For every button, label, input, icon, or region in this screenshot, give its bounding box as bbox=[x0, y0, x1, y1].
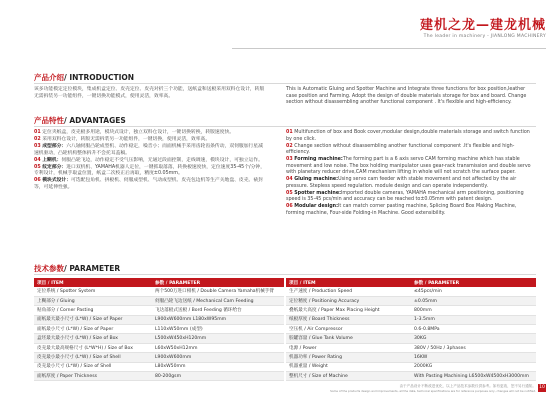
spec-row bbox=[34, 334, 284, 343]
logo-chinese: 建机之龙—建龙机械 bbox=[419, 18, 546, 33]
spec-value: L110xW50mm (成型) bbox=[152, 325, 284, 334]
advantage-item bbox=[34, 144, 266, 157]
header-item: 项目 / ITEM bbox=[34, 278, 152, 287]
spec-item: 机器功率 / Power Rating bbox=[286, 353, 411, 362]
advantage-text: It can match corner pasting machine, Splicing Board Box Making Machine, forming machine, Four-side Folding-in Machine. Good extensibility. bbox=[286, 204, 517, 216]
advantage-text: 伺服凸轮飞边，动作稳定不受气压影响，无通过段面控制，走线调速，模块设计，可独立运作。 bbox=[61, 157, 263, 163]
spec-value: 飞达落板式送板 / Bord Feeding 循环给台 bbox=[152, 306, 284, 315]
spec-table-right-header bbox=[286, 278, 536, 287]
spec-item: 上糊部分 / Gluing bbox=[34, 296, 152, 305]
spec-item: 定位精度 / Positioning Accuracy bbox=[286, 296, 411, 305]
advantage-label: Forming machine: bbox=[294, 157, 343, 163]
spec-value: L60xW50xH12mm bbox=[152, 343, 284, 352]
spec-row bbox=[34, 353, 284, 362]
footer-disclaimer-cn: 由于产品设计不断改进优化，以上产品技术参数仅供参考。如有更改，恕不另行通知。 bbox=[399, 384, 536, 388]
advantage-item bbox=[34, 130, 266, 137]
parameter-title-en: / PARAMETER bbox=[64, 264, 121, 273]
spec-row bbox=[286, 306, 536, 315]
parameter-rule bbox=[34, 274, 536, 275]
spec-row bbox=[34, 306, 284, 315]
advantages-title-cn: 产品特性 bbox=[34, 116, 64, 125]
spec-value: 伺服凸轮飞边送纸 / Mechanical Cam Feeding bbox=[152, 296, 284, 305]
parameter-title bbox=[34, 263, 120, 274]
spec-item: 皮壳最小最小尺寸 (L*W) / Size of Shell bbox=[34, 353, 152, 362]
advantage-item bbox=[286, 144, 536, 157]
footer-disclaimer bbox=[330, 384, 536, 394]
spec-item: 机器重量 / Weight bbox=[286, 362, 411, 371]
advantage-number: 03 bbox=[34, 144, 41, 150]
spec-item: 电源 / Power bbox=[286, 343, 411, 352]
spec-value: 30KG bbox=[411, 334, 536, 343]
spec-item: 空压机 / Air Compressor bbox=[286, 325, 411, 334]
brand-logo bbox=[420, 14, 546, 39]
advantage-text: 六八轴伺服凸轮成型机、动作稳定，噪音小；而面机械手采用齿轮齿条传动，双伺服加行星减速机驱动，凸轮机构整体拆升不会托耳盖稿。 bbox=[34, 144, 263, 156]
intro-title-en: / INTRODUCTION bbox=[64, 73, 135, 82]
spec-row bbox=[34, 362, 284, 371]
spec-value: 800mm bbox=[411, 306, 536, 315]
advantage-number: 06 bbox=[34, 178, 41, 184]
footer-disclaimer-en: Some of the products design and improvements, all the data, technical specifications are for reference purposes only, changes will not be notified. bbox=[330, 389, 536, 393]
spec-row bbox=[34, 343, 284, 352]
page-number: 10 bbox=[539, 385, 545, 390]
advantages-en-list bbox=[286, 130, 536, 218]
spec-row bbox=[286, 343, 536, 352]
spec-value: ±0.05mm bbox=[411, 296, 536, 305]
advantage-label: Spotter machine: bbox=[294, 190, 342, 196]
spec-value: 1-3.5mm bbox=[411, 315, 536, 324]
spec-row bbox=[34, 296, 284, 305]
header-parameter: 参数 / PARAMETER bbox=[411, 278, 536, 287]
spec-row bbox=[286, 325, 536, 334]
spec-item: 贴角部分 / Corner Pasting bbox=[34, 306, 152, 315]
spec-value: 2000KG bbox=[411, 362, 536, 371]
intro-en-text: This is Automatic Gluing and Spotter Machine and Integrate three functions for box position,leather case position and Farming. Adopt the design of double materials storage for box and board. Change section without disassembling another functional component . It's flexible and high-efficiency. bbox=[286, 87, 527, 105]
header-parameter: 参数 / PARAMETER bbox=[152, 278, 284, 287]
advantage-label: 上糊机： bbox=[42, 157, 62, 163]
spec-value: ≤45pcs/min bbox=[411, 287, 536, 296]
advantage-text: 进口双机机、YAMAHA机器人定位，一键抓取落落，转换板速度快，定位速度35-45个/分钟，专利设计，机械手取盒位置，纸盒二次校正后再取，精度±0.05mm。 bbox=[34, 164, 266, 177]
advantage-text: The forming part is a 6 axis servo CAM forming machine which has stable movement and low noise. The box holding manipulator uses gear-rack transmission and double servo with planetary reducer drive,CAM mechanism lifting in whole will not scratch the surface paper. bbox=[286, 157, 531, 176]
spec-value: 380V / 50Hz / 3phases bbox=[411, 343, 536, 352]
advantage-item bbox=[34, 137, 266, 144]
advantage-item bbox=[34, 178, 266, 191]
advantage-label: 模块式设计： bbox=[42, 178, 72, 184]
advantage-number: 06 bbox=[286, 204, 293, 210]
advantage-label: Modular design: bbox=[294, 204, 339, 210]
advantage-number: 04 bbox=[34, 157, 41, 163]
spec-table-left bbox=[34, 278, 284, 381]
advantage-text: Imported double cameras, YAMAHA mechanical arm positioning, positioning speed is 35-45 pcs/min and accuracy can be reached to±0.05mm with patent design. bbox=[286, 190, 524, 203]
spec-value: 0.6-0.8MPa bbox=[411, 325, 536, 334]
parameter-title-cn: 技术参数 bbox=[34, 264, 64, 273]
advantages-title-en: / ADVANTAGES bbox=[64, 116, 126, 125]
advantage-number: 05 bbox=[34, 164, 41, 170]
spec-item: 盒坯最大最小尺寸 (L*W) / Size of Box bbox=[34, 334, 152, 343]
header-divider bbox=[232, 48, 546, 49]
spec-row bbox=[286, 296, 536, 305]
spec-item: 整机尺寸 / Size of Machine bbox=[286, 372, 411, 381]
spec-item: 面纸最小尺寸 (L*W) / Size of Paper bbox=[34, 325, 152, 334]
advantage-label: 成型部分： bbox=[42, 144, 67, 150]
spec-row bbox=[286, 334, 536, 343]
advantage-text: 采用双料仓设计，转版无需拆装另一功能组件，一键切换，使用灵活，效率高。 bbox=[42, 137, 211, 143]
spec-row bbox=[286, 372, 536, 381]
spec-item: 皮壳最小尺寸 (L*W) / Size of Shell bbox=[34, 362, 152, 371]
header-item: 项目 / ITEM bbox=[286, 278, 411, 287]
advantage-label: 纹定部分： bbox=[42, 164, 67, 170]
intro-rule bbox=[34, 83, 536, 84]
intro-cn-text: 该多功能模定定位模块，集成机盒定位、皮壳定位、皮壳对折三个功能，送纸盒和送板采用双料仓设计，转版无需拆装另一功能组件，一键切换功能模式，使用灵活，效率高。 bbox=[34, 87, 265, 99]
advantage-item bbox=[286, 191, 536, 204]
spec-value: L80xW50mm bbox=[152, 362, 284, 371]
spec-table-left-header bbox=[34, 278, 284, 287]
advantage-text: Using servo cam feeder with stable movement and not affected by the air pressure. Stepless speed regulation. module design and can operate independently. bbox=[286, 177, 517, 189]
spec-value: L900xW600mm bbox=[152, 353, 284, 362]
spec-item: 皮壳最大最高规格尺寸 (L*W*H) / Size of Box bbox=[34, 343, 152, 352]
advantage-text: Change section without disassembling another functional component .It's flexible and high-efficiency. bbox=[286, 143, 515, 156]
advantage-number: 03 bbox=[286, 157, 293, 163]
spec-value: 80-200gsm bbox=[152, 372, 284, 381]
spec-item: 生产速度 / Production Speed bbox=[286, 287, 411, 296]
spec-row bbox=[34, 287, 284, 296]
spec-row bbox=[286, 315, 536, 324]
advantage-item bbox=[286, 204, 536, 217]
spec-row bbox=[286, 353, 536, 362]
spec-row bbox=[286, 362, 536, 371]
spec-value: With Pasting Machining L6500xW4500xH3000mm bbox=[411, 372, 536, 381]
spec-item: 面纸最大最小尺寸 (L*W) / Size of Paper bbox=[34, 315, 152, 324]
spec-row bbox=[34, 315, 284, 324]
advantage-item bbox=[34, 158, 266, 165]
advantage-text: Multifunction of box and Book cover,modular design,double materials storage and switch function by one click. bbox=[286, 130, 530, 142]
advantage-item bbox=[286, 157, 536, 177]
advantage-number: 05 bbox=[286, 190, 293, 196]
spec-item: 定位系统 / Spotter System bbox=[34, 287, 152, 296]
spec-item: 胶罐容量 / Glue Tank Volume bbox=[286, 334, 411, 343]
advantage-text: 可选配包角机、拼板机、伺服成型机、气动成型机、皮壳包边机等生产关地盘、皮壳、裱封等，可延伸性强。 bbox=[34, 178, 263, 190]
advantage-item bbox=[34, 165, 266, 178]
advantage-item bbox=[286, 130, 536, 143]
advantages-cn-list bbox=[34, 130, 266, 192]
logo-english: The leader in machinery - JIANLONG MACHINERY bbox=[423, 34, 546, 39]
advantage-item bbox=[286, 177, 536, 190]
advantages-title bbox=[34, 115, 126, 126]
intro-title bbox=[34, 72, 134, 83]
spec-value: 两个500万进口相机 / Double Camera Yamaha机械手臂 bbox=[152, 287, 284, 296]
spec-table-right bbox=[286, 278, 536, 381]
advantage-label: Gluing machine: bbox=[294, 177, 339, 183]
spec-item: 叠纸最大高度 / Paper Max Placing Height bbox=[286, 306, 411, 315]
advantage-number: 02 bbox=[34, 137, 41, 143]
spec-value: L900xW600mm L180xW95mm bbox=[152, 315, 284, 324]
advantage-number: 02 bbox=[286, 143, 293, 149]
spec-row bbox=[34, 372, 284, 381]
intro-title-cn: 产品介绍 bbox=[34, 73, 64, 82]
advantage-text: 定位夹纸盒，皮壳板多用途，模块式设计，独立双料仓设计，一键切换转换，转版速度快。 bbox=[42, 130, 235, 135]
advantages-rule bbox=[34, 126, 536, 127]
spec-item: 纸板厚度 / Board Thickness bbox=[286, 315, 411, 324]
advantage-number: 01 bbox=[34, 130, 41, 135]
advantage-number: 04 bbox=[286, 177, 293, 183]
spec-row bbox=[286, 287, 536, 296]
spec-item: 面纸厚度 / Paper Thickness bbox=[34, 372, 152, 381]
advantage-number: 01 bbox=[286, 130, 293, 135]
spec-value: L500xW450xH120mm bbox=[152, 334, 284, 343]
spec-row bbox=[34, 325, 284, 334]
spec-value: 16KW bbox=[411, 353, 536, 362]
